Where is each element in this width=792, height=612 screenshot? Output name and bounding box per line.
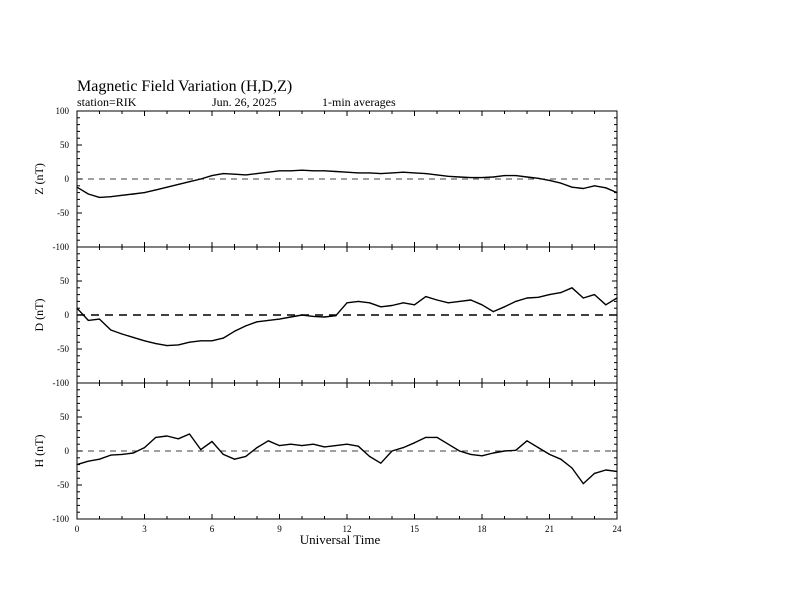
- xtick-label: 15: [410, 524, 419, 534]
- panel-1-data-point: [605, 304, 606, 305]
- panel-0-ylabel: Z (nT): [32, 163, 46, 195]
- panel-2-data-point: [571, 467, 572, 468]
- panel-2-data-point: [425, 437, 426, 438]
- panel-1-data-point: [223, 338, 224, 339]
- panel-2-data-point: [436, 437, 437, 438]
- panel-1-data-point: [391, 305, 392, 306]
- panel-0-data-point: [549, 180, 550, 181]
- panel-0-data-point: [110, 196, 111, 197]
- panel-1-data-point: [369, 302, 370, 303]
- panel-0-data-point: [616, 192, 617, 193]
- panel-0-data-point: [380, 173, 381, 174]
- panel-0-data-point: [335, 171, 336, 172]
- panel-1-ytick-label: -100: [52, 378, 69, 388]
- panel-1-data-point: [110, 329, 111, 330]
- panel-1-data-point: [470, 299, 471, 300]
- panel-2-data-point: [560, 459, 561, 460]
- panel-1-data-point: [515, 301, 516, 302]
- panel-0-ytick-label: 0: [64, 174, 69, 184]
- panel-0-data-point: [223, 173, 224, 174]
- panel-1-ylabel: D (nT): [32, 298, 46, 332]
- panel-1-data-point: [594, 294, 595, 295]
- panel-1-data-point: [358, 301, 359, 302]
- panel-0-data-point: [605, 187, 606, 188]
- panel-0-data-point: [200, 178, 201, 179]
- panel-1-data-point: [436, 299, 437, 300]
- panel-0-ytick-label: -100: [52, 242, 69, 252]
- panel-2-data-point: [200, 449, 201, 450]
- panel-2-data-point: [459, 450, 460, 451]
- panel-2-data-point: [245, 456, 246, 457]
- panel-2-data-point: [110, 455, 111, 456]
- panel-1-data-point: [301, 314, 302, 315]
- panel-2-data-point: [166, 435, 167, 436]
- panel-0-data-point: [211, 175, 212, 176]
- panel-0-data-point: [504, 175, 505, 176]
- panel-1-data-point: [616, 297, 617, 298]
- panel-1-data-point: [538, 297, 539, 298]
- panel-2-data-point: [346, 444, 347, 445]
- panel-0-data-point: [436, 174, 437, 175]
- panel-1-data-point: [200, 340, 201, 341]
- panel-1-data-point: [290, 316, 291, 317]
- panel-0-data-point: [133, 193, 134, 194]
- xtick-label: 3: [142, 524, 147, 534]
- panel-1-data-point: [268, 320, 269, 321]
- panel-2-data-point: [549, 454, 550, 455]
- panel-1-data-point: [571, 287, 572, 288]
- panel-1-data-point: [414, 304, 415, 305]
- panel-2-data-point: [144, 447, 145, 448]
- panel-1-data-point: [178, 344, 179, 345]
- panel-2-data-point: [391, 450, 392, 451]
- panel-1-data-point: [155, 343, 156, 344]
- panel-1-data-point: [166, 345, 167, 346]
- xtick-label: 12: [342, 524, 352, 534]
- xtick-label: 18: [477, 524, 487, 534]
- panel-2-data-point: [279, 445, 280, 446]
- panel-2-data-point: [369, 456, 370, 457]
- panel-1-data-point: [526, 297, 527, 298]
- panel-0-data-point: [313, 170, 314, 171]
- panel-0-data-point: [324, 170, 325, 171]
- panel-1-data-point: [256, 321, 257, 322]
- panel-0-data-point: [290, 170, 291, 171]
- panel-2-data-point: [155, 437, 156, 438]
- panel-1-ytick-label: 50: [60, 276, 69, 286]
- panel-1-data-point: [504, 306, 505, 307]
- panel-1-data-point: [234, 331, 235, 332]
- panel-2-ytick-label: 0: [64, 446, 69, 456]
- panel-0-data-point: [571, 187, 572, 188]
- panel-0-data-point: [76, 187, 77, 188]
- panel-0-ytick-label: -50: [57, 208, 69, 218]
- panel-2-ytick-label: -100: [52, 514, 69, 524]
- panel-2-data-point: [380, 463, 381, 464]
- xtick-label: 9: [277, 524, 282, 534]
- panel-1-data-point: [583, 297, 584, 298]
- date-label: Jun. 26, 2025: [212, 95, 277, 109]
- panel-0-data-point: [493, 176, 494, 177]
- panel-1-data-point: [346, 302, 347, 303]
- chart-title: Magnetic Field Variation (H,D,Z): [77, 78, 293, 95]
- panel-0-data-point: [515, 175, 516, 176]
- panel-2-data-point: [616, 471, 617, 472]
- station-label: station=RIK: [77, 95, 137, 109]
- panel-2-data-point: [211, 441, 212, 442]
- panel-0-data-point: [256, 173, 257, 174]
- panel-0-data-point: [178, 184, 179, 185]
- panel-0-data-point: [121, 195, 122, 196]
- panel-1-data-point: [493, 311, 494, 312]
- panel-2-data-point: [594, 473, 595, 474]
- panel-0-data-point: [99, 197, 100, 198]
- panel-0-data-point: [391, 172, 392, 173]
- panel-2-data-point: [88, 461, 89, 462]
- panel-2-data-point: [504, 450, 505, 451]
- panel-0-data-point: [279, 170, 280, 171]
- panel-0-data-point: [369, 172, 370, 173]
- panel-0-data-point: [358, 172, 359, 173]
- panel-2-data-point: [538, 447, 539, 448]
- panel-0-data-point: [268, 172, 269, 173]
- xtick-label: 24: [612, 524, 622, 534]
- panel-0-data-point: [155, 189, 156, 190]
- panel-0-data-point: [470, 177, 471, 178]
- panel-0-ytick-label: 100: [55, 106, 69, 116]
- panel-1-data-point: [448, 302, 449, 303]
- panel-1-data-point: [481, 304, 482, 305]
- panel-0-data-point: [459, 176, 460, 177]
- panel-2-data-point: [448, 444, 449, 445]
- panels: [32, 106, 622, 547]
- panel-0-data-point: [189, 181, 190, 182]
- panel-2-data-point: [515, 450, 516, 451]
- panel-2-data-point: [358, 446, 359, 447]
- panel-1-data-point: [425, 296, 426, 297]
- panel-2-data-point: [335, 445, 336, 446]
- panel-1-data-point: [279, 319, 280, 320]
- panel-2-data-point: [99, 459, 100, 460]
- panel-0-data-point: [481, 177, 482, 178]
- panel-0-data-point: [594, 185, 595, 186]
- panel-1-data-point: [76, 308, 77, 309]
- panel-2-data-point: [76, 464, 77, 465]
- panel-2-ylabel: H (nT): [32, 434, 46, 468]
- panel-1-data-point: [560, 292, 561, 293]
- panel-1-data-point: [189, 342, 190, 343]
- panel-2-data-point: [290, 444, 291, 445]
- panel-0-data-point: [425, 173, 426, 174]
- panel-1-data-point: [324, 316, 325, 317]
- panel-1-ytick-label: -50: [57, 344, 69, 354]
- panel-2-data-point: [470, 454, 471, 455]
- panel-2-data-point: [526, 440, 527, 441]
- panel-0-data-point: [526, 176, 527, 177]
- panel-2-series-line: [77, 434, 617, 484]
- panel-2-data-point: [403, 447, 404, 448]
- panel-0-data-point: [88, 193, 89, 194]
- panel-2-data-point: [301, 445, 302, 446]
- panel-1-data-point: [245, 325, 246, 326]
- panel-0-data-point: [301, 170, 302, 171]
- xtick-label: 6: [209, 524, 215, 534]
- panel-2-data-point: [414, 442, 415, 443]
- panel-1-ytick-label: 0: [64, 310, 69, 320]
- panel-1-data-point: [403, 302, 404, 303]
- panel-2-data-point: [605, 469, 606, 470]
- panel-2-ytick-label: -50: [57, 480, 69, 490]
- panel-2-data-point: [268, 440, 269, 441]
- panel-0-data-point: [144, 192, 145, 193]
- panel-0-data-point: [346, 172, 347, 173]
- panel-0-data-point: [583, 188, 584, 189]
- panel-1-series-line: [77, 288, 617, 346]
- panel-0-ytick-label: 50: [60, 140, 69, 150]
- panel-2-data-point: [189, 433, 190, 434]
- panel-2-data-point: [493, 452, 494, 453]
- panel-2-data-point: [313, 444, 314, 445]
- panel-1-data-point: [121, 333, 122, 334]
- xtick-label: 21: [545, 524, 554, 534]
- averaging-label: 1-min averages: [322, 95, 396, 109]
- panel-0-data-point: [538, 178, 539, 179]
- panel-2-data-point: [256, 447, 257, 448]
- panel-1-data-point: [88, 320, 89, 321]
- x-axis-label: Universal Time: [299, 532, 381, 547]
- panel-2-data-point: [133, 452, 134, 453]
- panel-2-data-point: [324, 446, 325, 447]
- panel-0-data-point: [245, 174, 246, 175]
- panel-0-series-line: [77, 170, 617, 197]
- panel-0-data-point: [166, 187, 167, 188]
- panel-0-data-point: [403, 172, 404, 173]
- panel-2-data-point: [583, 483, 584, 484]
- panel-1-data-point: [99, 319, 100, 320]
- panel-2-data-point: [223, 454, 224, 455]
- panel-1-data-point: [380, 306, 381, 307]
- panel-2-ytick-label: 50: [60, 412, 69, 422]
- panel-2-data-point: [121, 454, 122, 455]
- panel-1-data-point: [144, 340, 145, 341]
- panel-2-data-point: [234, 459, 235, 460]
- panel-1-data-point: [211, 340, 212, 341]
- panel-1-data-point: [313, 316, 314, 317]
- panel-0-data-point: [414, 172, 415, 173]
- panel-1-data-point: [549, 294, 550, 295]
- panel-0-data-point: [448, 176, 449, 177]
- panel-0-data-point: [560, 183, 561, 184]
- panel-2-data-point: [481, 455, 482, 456]
- panel-1-data-point: [459, 301, 460, 302]
- panel-2-data-point: [178, 438, 179, 439]
- panel-1-data-point: [133, 337, 134, 338]
- xtick-label: 0: [74, 524, 80, 534]
- panel-1-data-point: [335, 315, 336, 316]
- panel-0-data-point: [234, 174, 235, 175]
